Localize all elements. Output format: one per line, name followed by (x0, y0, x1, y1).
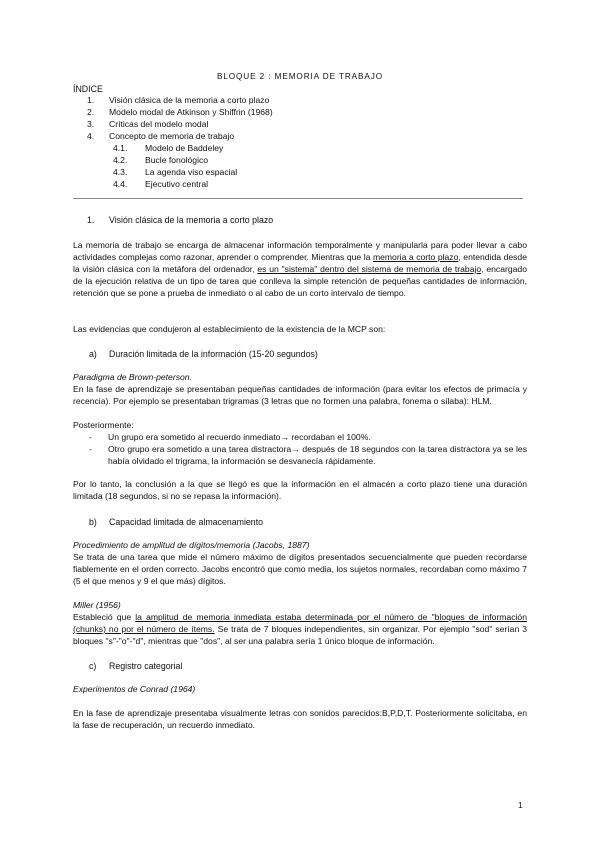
toc-item (87, 119, 208, 129)
text-run: Se trata de 7 bloques independientes, sin organizar. Por ejemplo "sod" serían 3 bloques "s"-"o"-"d", mientras que "dos", al ser una palabra sería 1 único bloque de información. (73, 623, 527, 646)
toc-label: Críticas del modelo modal (109, 119, 209, 129)
toc-number: 2. (87, 107, 95, 117)
toc-item (87, 131, 234, 141)
toc-number: 4.1. (113, 143, 128, 153)
document-title: BLOQUE 2 : MEMORIA DE TRABAJO (216, 72, 384, 81)
toc-item (87, 107, 273, 117)
bullet-dash: - (89, 432, 92, 442)
underlined-phrase: es un "sistema" dentro del sistema de memoria de trabajo (257, 263, 482, 274)
list-item (89, 444, 527, 468)
toc-number: 4.3. (113, 167, 128, 177)
toc-label: Ejecutivo central (145, 179, 209, 189)
toc-number: 1. (87, 95, 95, 105)
subsection-letter: a) (89, 349, 97, 359)
subsection-heading (89, 517, 263, 527)
evidence-intro: Las evidencias que condujeron al establecimiento de la existencia de la MCP son: (73, 324, 386, 334)
toc-item (87, 95, 269, 105)
toc-label: Bucle fonológico (145, 155, 209, 165)
toc-number: 4.4. (113, 179, 128, 189)
toc-label: Modelo de Baddeley (145, 143, 224, 153)
subsection-title: Capacidad limitada de almacenamiento (109, 517, 264, 527)
subsection-heading (89, 661, 182, 671)
text-run: , entendida desde la visión clásica con la metáfora del ordenador, (73, 251, 527, 274)
bullet-list (89, 432, 527, 468)
toc-label: Concepto de memoria de trabajo (109, 131, 235, 141)
text-run: La memoria de trabajo se encarga de almacenar información temporalmente y manipularla para poder llevar a cabo actividades complejas como razonar, aprender o comprender. Mientras que la (73, 240, 527, 262)
bullet-text: Un grupo era sometido al recuerdo inmediato→ recordaban el 100%. (108, 432, 371, 442)
bullet-dash: - (89, 443, 92, 454)
section-heading (87, 215, 273, 225)
toc-number: 4.2. (113, 155, 128, 165)
subsection-heading (89, 349, 318, 359)
bullet-text: Otro grupo era sometido a una tarea distractora→ después de 18 segundos con la tarea distractora ya se les había olvidado el trigrama, la información se desvanecía rápidamente. (108, 443, 527, 466)
list-item (89, 432, 527, 444)
experiment-heading: Experimentos de Conrad (1964) (73, 684, 196, 694)
toc-number: 4. (87, 131, 95, 141)
toc-label: Visión clásica de la memoria a corto plazo (109, 95, 270, 105)
posterior-label: Posteriormente: (73, 420, 134, 430)
index-heading: ÍNDICE (73, 84, 103, 94)
toc-number: 3. (87, 119, 95, 129)
toc-subitem (113, 155, 208, 165)
text-run: Estableció que (73, 612, 136, 622)
subsection-title: Duración limitada de la información (15-20 segundos) (109, 349, 318, 359)
procedure-heading: Procedimiento de amplitud de dígitos/memoria (Jacobs, 1887) (73, 540, 310, 550)
underlined-phrase: la amplitud de memoria inmediata estaba determinada por el número de "bloques de información (chunks) no por el número de ítems. (73, 612, 527, 634)
underlined-term: memoria a corto plazo (372, 251, 459, 262)
paradigm-heading: Paradigma de Brown-peterson. (73, 372, 192, 382)
intro-paragraph (73, 240, 527, 300)
miller-text (73, 612, 527, 648)
experiment-text: En la fase de aprendizaje presentaba visualmente letras con sonidos parecidos:B,P,D,T. Posteriormente solicitaba, en la fase de recuperación, un recuerdo inmediato. (73, 708, 527, 730)
subsection-title: Registro categorial (109, 661, 183, 671)
subsection-letter: c) (89, 661, 97, 671)
toc-label: La agenda viso espacial (145, 167, 238, 177)
procedure-text: Se trata de una tarea que mide el número máximo de dígitos presentados secuencialmente que pueden recordarse fiablemente en el orden correcto. Jacobs encontró que como media, los sujetos normales, recordaban como máximo 7 (5 el que menos y 9 el que más) dígitos. (73, 552, 527, 586)
conclusion-paragraph: Por lo tanto, la conclusión a la que se llegó es que la información en el almacén a corto plazo tiene una duración limitada (18 segundos, si no se repasa la información). (73, 479, 527, 501)
toc-subitem (113, 179, 208, 189)
horizontal-divider (73, 198, 523, 199)
toc-label: Modelo modal de Atkinson y Shiffrin (1968) (109, 107, 273, 117)
section-title: Visión clásica de la memoria a corto plazo (109, 215, 274, 225)
section-number: 1. (87, 215, 95, 225)
text-run: , encargado de la ejecución relativa de un tipo de tarea que conlleva la simple retención de pequeñas cantidades de información, retención que se pone a prueba de inmediato o al cabo de un corto intervalo de tiempo. (73, 263, 527, 298)
toc-subitem (113, 167, 237, 177)
page-number: 1 (518, 800, 523, 810)
miller-heading: Miller (1956) (73, 600, 121, 610)
paradigm-text: En la fase de aprendizaje se presentaban pequeñas cantidades de información (para evitar los efectos de primacía y recencia). Por ejemplo se presentaban trigramas (3 letras que no formen una palabra, fonema o sílaba): HLM. (73, 384, 527, 406)
toc-subitem (113, 143, 223, 153)
subsection-letter: b) (89, 517, 97, 527)
